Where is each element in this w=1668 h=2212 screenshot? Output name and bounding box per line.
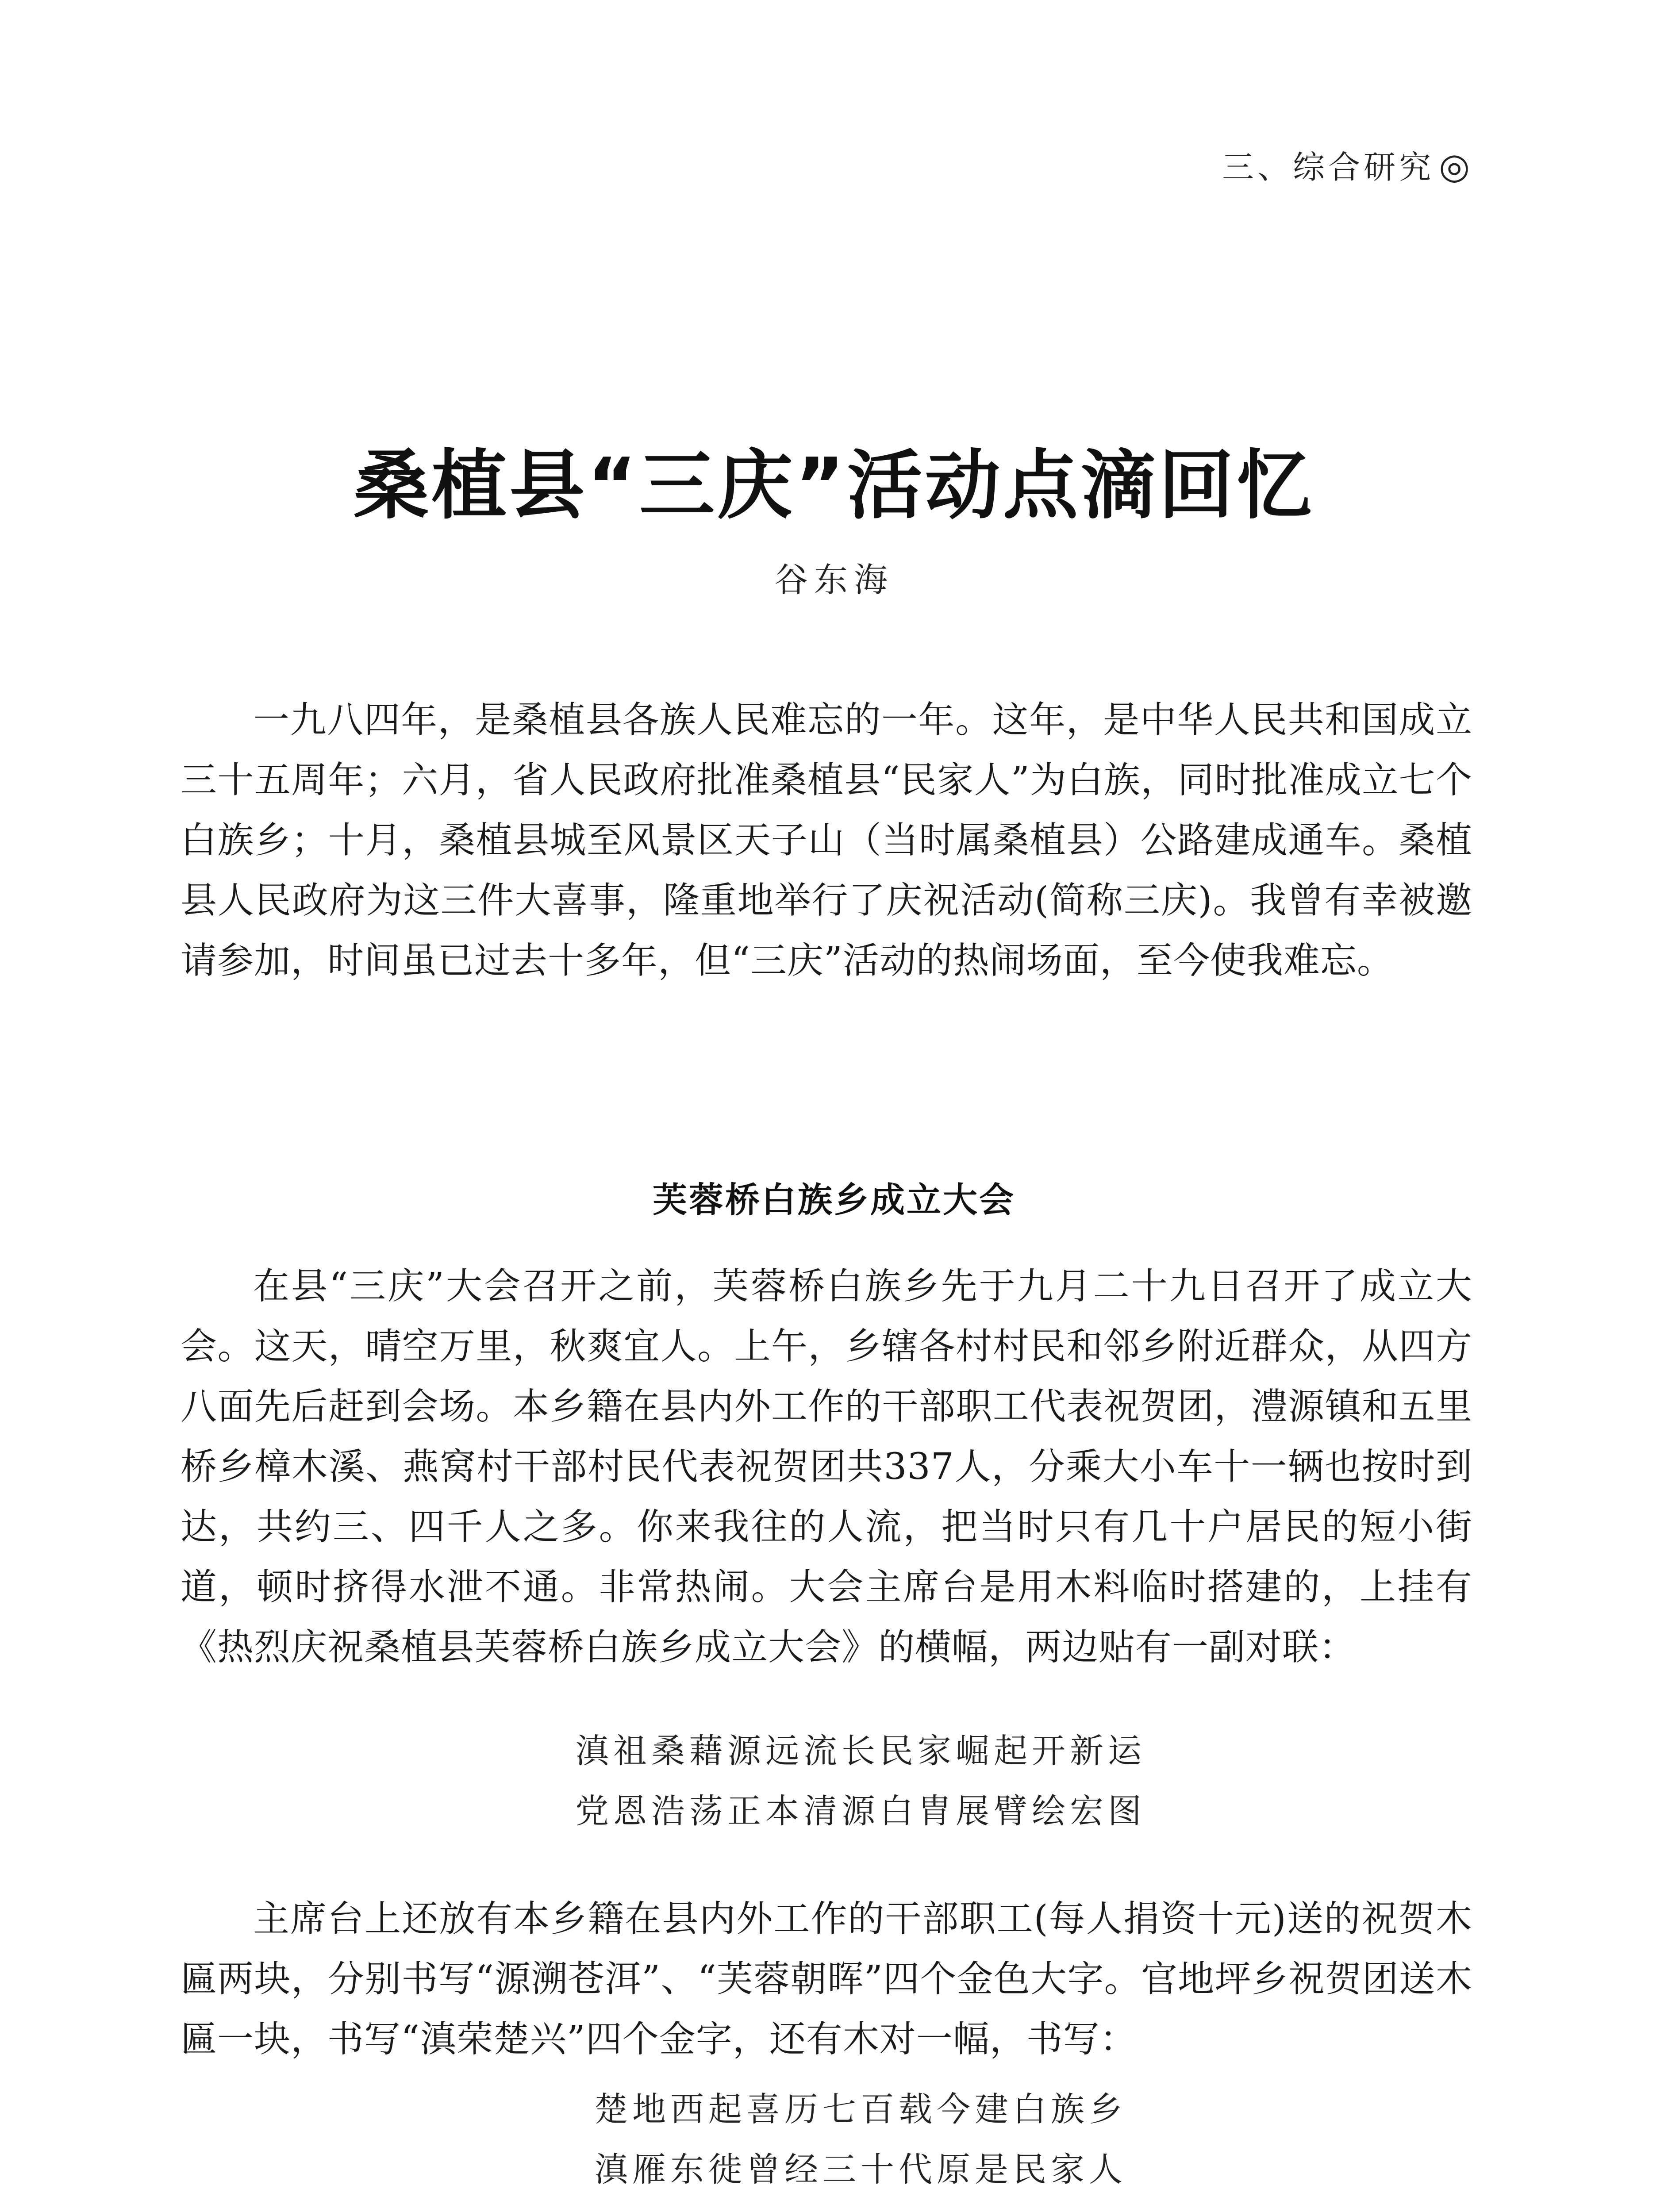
- double-circle-icon: ◎: [1439, 146, 1473, 187]
- couplet-line: 滇雁东徙曾经三十代原是民家人: [594, 2150, 1127, 2189]
- header-section-label: 三、综合研究: [1222, 149, 1435, 186]
- couplet-first: [0, 1721, 1668, 1841]
- article-author: 谷东海: [774, 560, 894, 599]
- section-heading: 芙蓉桥白族乡成立大会: [652, 1180, 1015, 1220]
- paragraph-plaques: 主席台上还放有本乡籍在县内外工作的干部职工(每人捐资十元)送的祝贺木匾两块，分别书写“源溯苍洱”、“芙蓉朝晖”四个金色大字。官地坪乡祝贺团送木匾一块，书写“滇荣楚兴”四个金字，还有木对一幅，书写：: [181, 1898, 1472, 2060]
- article-title: 桑植县“三庆”活动点滴回忆: [354, 442, 1314, 530]
- paragraph-meeting: 在县“三庆”大会召开之前，芙蓉桥白族乡先于九月二十九日召开了成立大会。这天，晴空万里，秋爽宜人。上午，乡辖各村村民和邻乡附近群众，从四方八面先后赶到会场。本乡籍在县内外工作的干部职工代表祝贺团，澧源镇和五里桥乡樟木溪、燕窝村干部村民代表祝贺团共337人，分乘大小车十一辆也按时到达，共约三、四千人之多。你来我往的人流，把当时只有几十户居民的短小街道，顿时挤得水泄不通。非常热闹。大会主席台是用木料临时搭建的，上挂有《热烈庆祝桑植县芙蓉桥白族乡成立大会》的横幅，两边贴有一副对联：: [181, 1265, 1472, 1668]
- couplet-line: 党恩浩荡正本清源白胄展臂绘宏图: [575, 1791, 1146, 1831]
- paragraph-intro: 一九八四年，是桑植县各族人民难忘的一年。这年，是中华人民共和国成立三十五周年；六月，省人民政府批准桑植县“民家人”为白族，同时批准成立七个白族乡；十月，桑植县城至风景区天子山（当时属桑植县）公路建成通车。桑植县人民政府为这三件大喜事，隆重地举行了庆祝活动(简称三庆)。我曾有幸被邀请参加，时间虽已过去十多年，但“三庆”活动的热闹场面，至今使我难忘。: [181, 699, 1472, 982]
- couplet-second: [0, 2079, 1668, 2200]
- running-header: [1222, 142, 1473, 188]
- couplet-line: 楚地西起喜历七百载今建白族乡: [594, 2089, 1127, 2129]
- couplet-line: 滇祖桑藉源远流长民家崛起开新运: [575, 1731, 1146, 1770]
